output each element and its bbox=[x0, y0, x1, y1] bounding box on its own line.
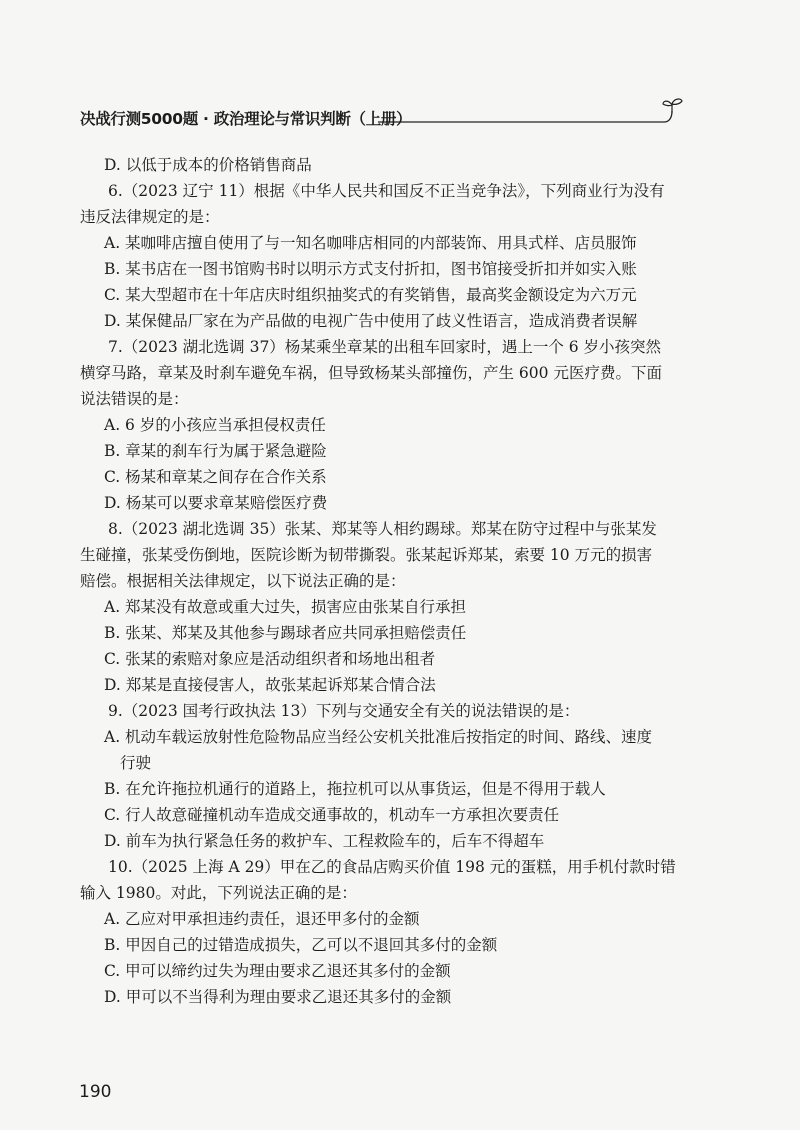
answer-option-line: C. 行人故意碰撞机动车造成交通事故的，机动车一方承担次要责任 bbox=[104, 806, 560, 824]
running-header bbox=[80, 103, 680, 133]
answer-option-line: A. 乙应对甲承担违约责任，退还甲多付的金额 bbox=[104, 910, 420, 928]
question-stem-continuation: 赔偿。根据相关法律规定，以下说法正确的是： bbox=[80, 572, 406, 590]
question-stem-continuation: 说法错误的是： bbox=[80, 390, 189, 408]
answer-option-line: B. 甲因自己的过错造成损失，乙可以不退回其多付的金额 bbox=[104, 936, 498, 954]
answer-option-line: D. 郑某是直接侵害人，故张某起诉郑某合情合法 bbox=[104, 676, 436, 694]
answer-option-line: D. 杨某可以要求章某赔偿医疗费 bbox=[104, 494, 328, 512]
answer-option-line: A. 郑某没有故意或重大过失，损害应由张某自行承担 bbox=[104, 598, 467, 616]
answer-option-line: B. 在允许拖拉机通行的道路上，拖拉机可以从事货运，但是不得用于载人 bbox=[104, 780, 606, 798]
answer-option-line: A. 某咖啡店擅自使用了与一知名咖啡店相同的内部装饰、用具式样、店员服饰 bbox=[104, 234, 637, 252]
answer-option-line: B. 章某的刹车行为属于紧急避险 bbox=[104, 442, 327, 460]
page-number: 190 bbox=[79, 1082, 112, 1102]
question-stem-line: 8.（2023 湖北选调 35）张某、郑某等人相约踢球。郑某在防守过程中与张某发 bbox=[108, 520, 657, 538]
answer-option-line: D. 某保健品厂家在为产品做的电视广告中使用了歧义性语言，造成消费者误解 bbox=[104, 312, 638, 330]
answer-option-line: C. 杨某和章某之间存在合作关系 bbox=[104, 468, 327, 486]
header-title: 决战行测5000题 · 政治理论与常识判断（上册） bbox=[80, 110, 412, 128]
answer-option-line: A. 机动车载运放射性危险物品应当经公安机关批准后按指定的时间、路线、速度 bbox=[104, 728, 653, 746]
answer-option-line: B. 某书店在一图书馆购书时以明示方式支付折扣，图书馆接受折扣并如实入账 bbox=[104, 260, 637, 278]
question-stem-continuation: 生碰撞，张某受伤倒地，医院诊断为韧带撕裂。张某起诉郑某，索要 10 万元的损害 bbox=[80, 546, 653, 564]
answer-option-line: D. 甲可以不当得利为理由要求乙退还其多付的金额 bbox=[104, 988, 452, 1006]
question-stem-line: 7.（2023 湖北选调 37）杨某乘坐章某的出租车回家时，遇上一个 6 岁小孩突然 bbox=[108, 338, 662, 356]
question-stem-continuation: 输入 1980。对此，下列说法正确的是： bbox=[80, 884, 357, 902]
answer-option-line: C. 张某的索赔对象应是活动组织者和场地出租者 bbox=[104, 650, 436, 668]
answer-option-line: D. 前车为执行紧急任务的救护车、工程救险车的，后车不得超车 bbox=[104, 832, 545, 850]
answer-option-line: A. 6 岁的小孩应当承担侵权责任 bbox=[104, 416, 326, 434]
question-stem-continuation: 违反法律规定的是： bbox=[80, 208, 220, 226]
question-stem-continuation: 横穿马路，章某及时刹车避免车祸，但导致杨某头部撞伤，产生 600 元医疗费。下面 bbox=[80, 364, 662, 382]
question-stem-line: 10.（2025 上海 A 29）甲在乙的食品店购买价值 198 元的蛋糕，用手机付款时错 bbox=[108, 858, 676, 876]
answer-option-line: 行驶 bbox=[120, 754, 152, 772]
question-stem-line: 6.（2023 辽宁 11）根据《中华人民共和国反不正当竞争法》，下列商业行为没有 bbox=[108, 182, 665, 200]
answer-option-line: C. 甲可以缔约过失为理由要求乙退还其多付的金额 bbox=[104, 962, 451, 980]
page-body bbox=[80, 152, 680, 1010]
sprout-icon bbox=[661, 97, 685, 117]
answer-option-line: C. 某大型超市在十年店庆时组织抽奖式的有奖销售，最高奖金额设定为六万元 bbox=[104, 286, 637, 304]
answer-option-line: B. 张某、郑某及其他参与踢球者应共同承担赔偿责任 bbox=[104, 624, 467, 642]
question-stem-line: 9.（2023 国考行政执法 13）下列与交通安全有关的说法错误的是： bbox=[108, 702, 580, 720]
answer-option-line: D. 以低于成本的价格销售商品 bbox=[104, 156, 312, 174]
